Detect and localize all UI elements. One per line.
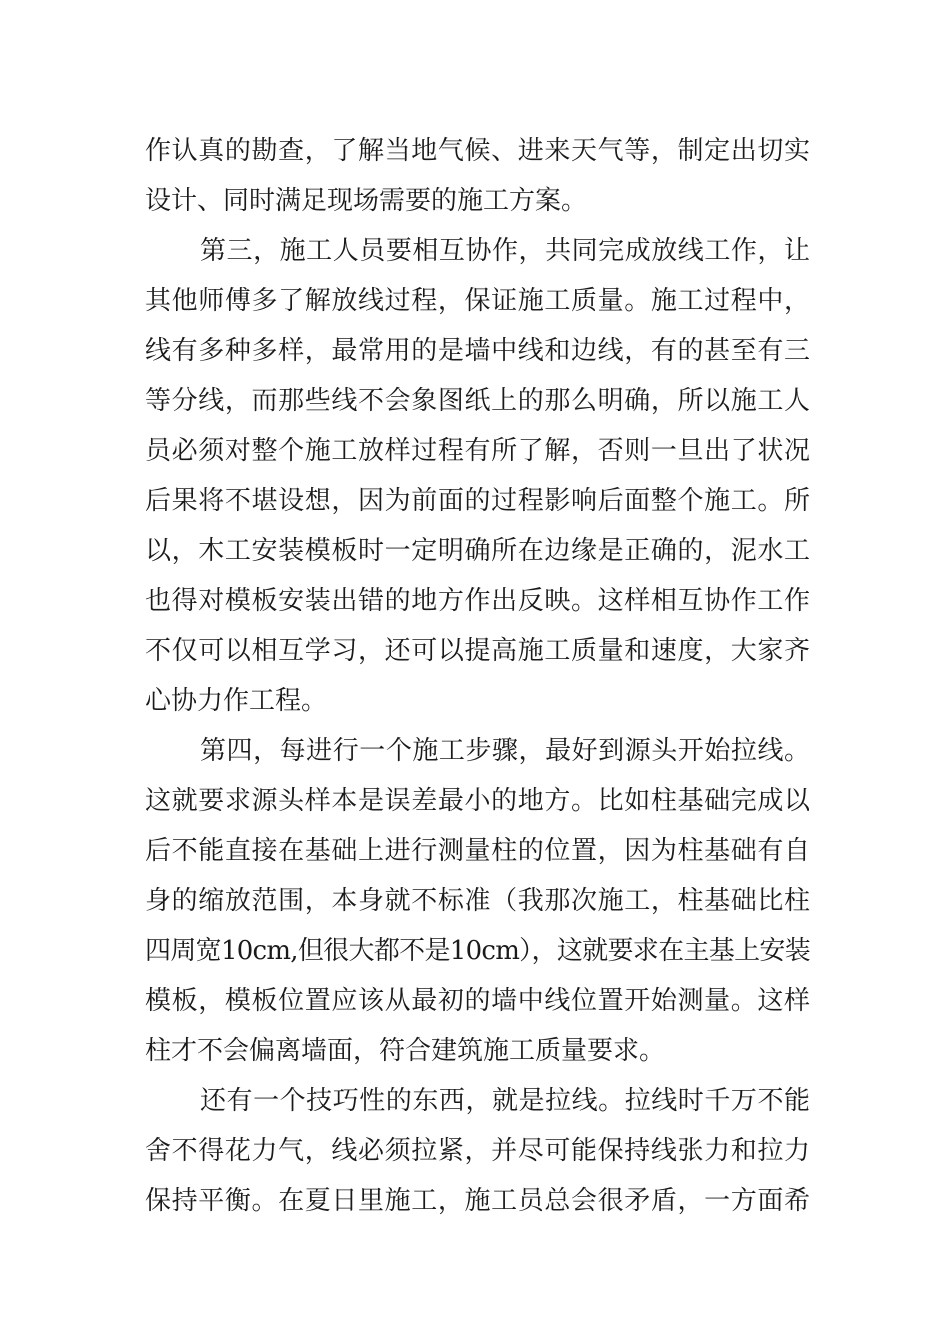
text-line: 四周宽10cm,但很大都不是10cm），这就要求在主基上安装 — [145, 936, 810, 966]
text-line: 员必须对整个施工放样过程有所了解，否则一旦出了状况 — [145, 436, 810, 466]
text-line: 保持平衡。在夏日里施工，施工员总会很矛盾，一方面希 — [145, 1186, 810, 1216]
text-line: 作认真的勘查，了解当地气候、进来天气等，制定出切实 — [145, 136, 810, 166]
text-line: 模板，模板位置应该从最初的墙中线位置开始测量。这样 — [145, 986, 810, 1016]
text-line: 等分线，而那些线不会象图纸上的那么明确，所以施工人 — [145, 386, 810, 416]
text-line: 身的缩放范围，本身就不标准（我那次施工，柱基础比柱 — [145, 886, 810, 916]
text-line: 舍不得花力气，线必须拉紧，并尽可能保持线张力和拉力 — [145, 1136, 810, 1166]
paragraph-start-line: 第三，施工人员要相互协作，共同完成放线工作，让 — [200, 236, 810, 266]
text-line: 柱才不会偏离墙面，符合建筑施工质量要求。 — [145, 1036, 666, 1066]
paragraph-start-line: 还有一个技巧性的东西，就是拉线。拉线时千万不能 — [200, 1086, 810, 1116]
text-line: 也得对模板安装出错的地方作出反映。这样相互协作工作 — [145, 586, 810, 616]
text-line: 不仅可以相互学习，还可以提高施工质量和速度，大家齐 — [145, 636, 810, 666]
text-line: 心协力作工程。 — [145, 686, 328, 716]
paragraph-start-line: 第四，每进行一个施工步骤，最好到源头开始拉线。 — [200, 736, 810, 766]
text-line: 后果将不堪设想，因为前面的过程影响后面整个施工。所 — [145, 486, 810, 516]
text-line: 后不能直接在基础上进行测量柱的位置，因为柱基础有自 — [145, 836, 810, 866]
text-line: 线有多种多样，最常用的是墙中线和边线，有的甚至有三 — [145, 336, 810, 366]
text-line: 设计、同时满足现场需要的施工方案。 — [145, 186, 588, 216]
text-line: 其他师傅多了解放线过程，保证施工质量。施工过程中， — [145, 286, 810, 316]
text-line: 以，木工安装模板时一定明确所在边缘是正确的，泥水工 — [145, 536, 810, 566]
text-line: 这就要求源头样本是误差最小的地方。比如柱基础完成以 — [145, 786, 810, 816]
